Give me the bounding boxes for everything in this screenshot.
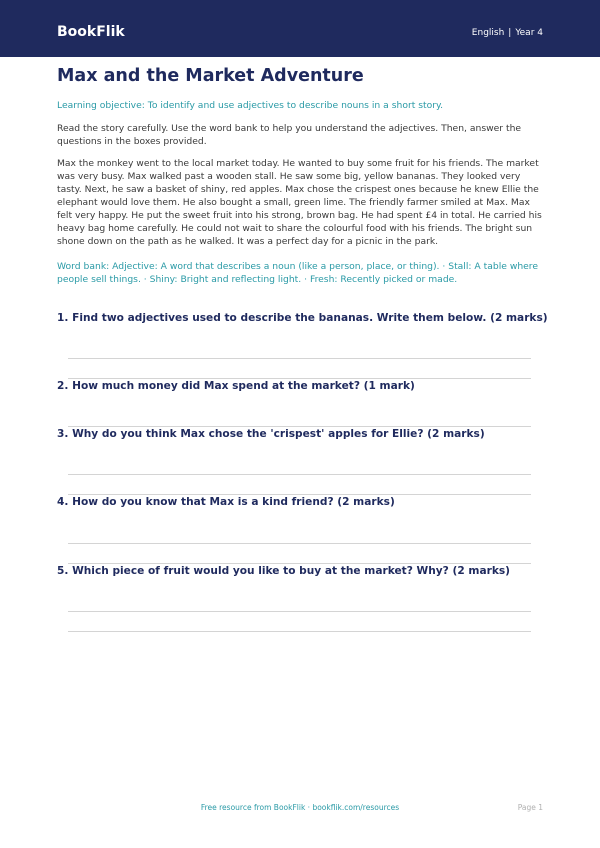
question-2-title: 2. How much money did Max spend at the market? (1 mark)	[57, 380, 415, 392]
meta-separator: |	[508, 28, 512, 38]
subject-year-label	[472, 27, 543, 39]
story-text: Max the monkey went to the local market today. He wanted to buy some fruit for his friends. The market was very busy. Max walked past a wooden stall. He saw some big, yellow bananas. They looked very tasty. Next, he saw a basket of shiny, red apples. Max chose the crispest ones because he knew Ellie the elephant would love them. He also bought a small, green lime. The friendly farmer smiled at Max. Max felt very happy. He put the sweet fruit into his strong, brown bag. He had spent £4 in total. He carried his heavy bag home carefully. He could not wait to share the colourful food with his friends. The bright sun shone down on the path as he walked. It was a perfect day for a picnic in the park.	[57, 158, 542, 247]
word-bank: Word bank: Adjective: A word that describes a noun (like a person, place, or thing). · Stall: A table where people sell things. · Shiny: Bright and reflecting light. · Fresh: Recently picked or made.	[57, 261, 539, 285]
answer-line-q5-1[interactable]	[68, 611, 531, 612]
worksheet-title: Max and the Market Adventure	[57, 66, 364, 86]
answer-line-q4-1[interactable]	[68, 543, 531, 544]
answer-line-q5-2[interactable]	[68, 631, 531, 632]
question-1-title: 1. Find two adjectives used to describe the bananas. Write them below. (2 marks)	[57, 312, 548, 324]
header-bar	[0, 0, 600, 57]
question-4-title: 4. How do you know that Max is a kind friend? (2 marks)	[57, 496, 395, 508]
year-label: Year 4	[515, 28, 543, 38]
learning-objective: Learning objective: To identify and use adjectives to describe nouns in a short story.	[57, 100, 444, 111]
answer-line-q1-1[interactable]	[68, 358, 531, 359]
subject-label: English	[471, 28, 505, 38]
question-3-title: 3. Why do you think Max chose the 'crispest' apples for Ellie? (2 marks)	[57, 428, 485, 440]
question-5-title: 5. Which piece of fruit would you like to buy at the market? Why? (2 marks)	[57, 565, 511, 577]
answer-line-q3-1[interactable]	[68, 474, 531, 475]
brand-logo-text: BookFlik	[57, 24, 125, 40]
instructions-text: Read the story carefully. Use the word bank to help you understand the adjectives. Then, answer the questions in the boxes provided.	[57, 123, 522, 147]
worksheet-body	[57, 64, 543, 286]
footer-resource-link[interactable]: Free resource from BookFlik · bookflik.com/resources	[200, 803, 400, 812]
page-number: Page 1	[517, 803, 543, 812]
